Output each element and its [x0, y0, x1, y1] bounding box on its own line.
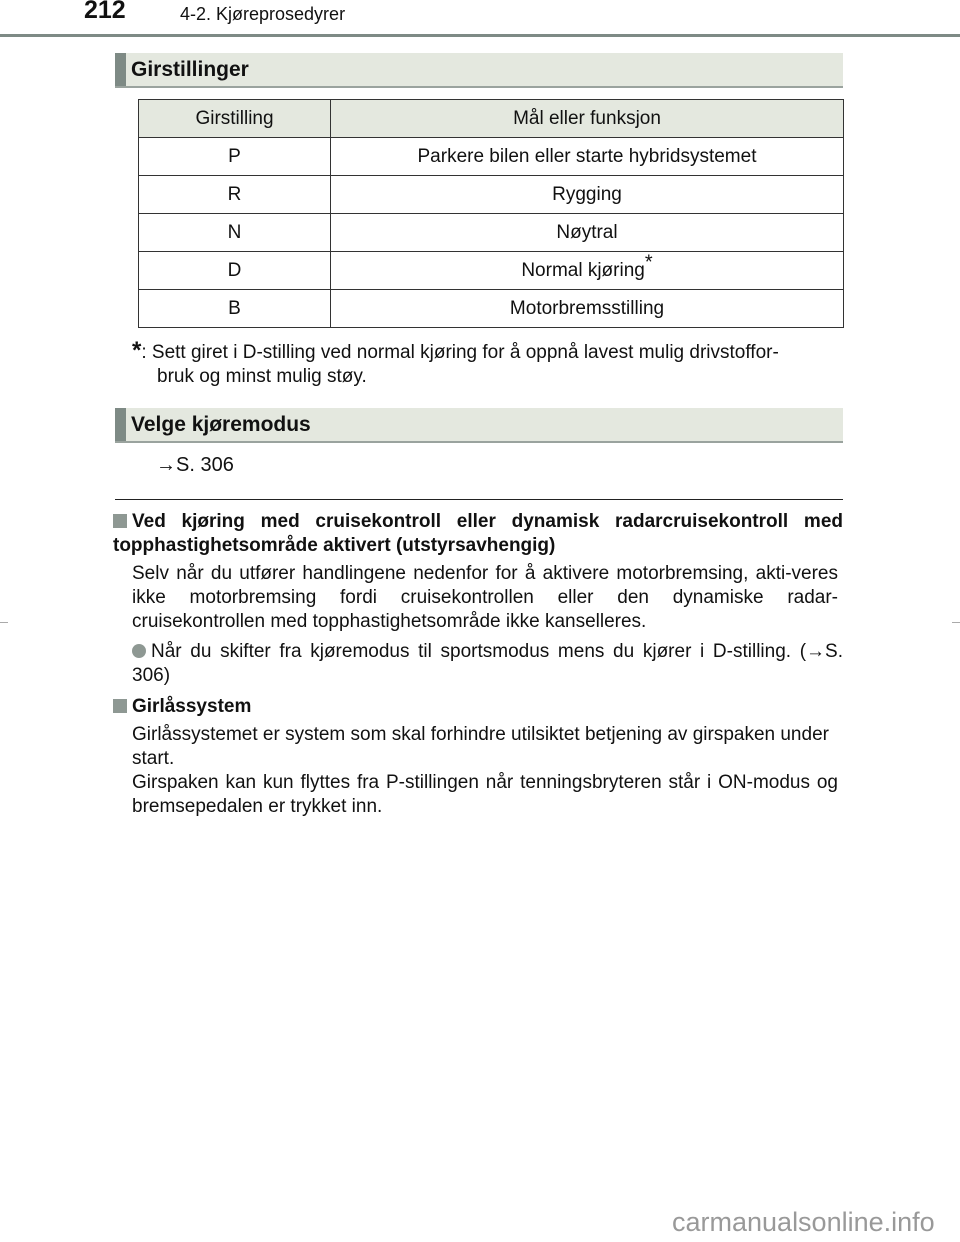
- footnote-mark: *: [132, 337, 142, 364]
- footnote: *: Sett giret i D-stilling ved normal kjøring for å oppnå lavest mulig drivstoffor- bruk og minst mulig støy.: [132, 337, 779, 387]
- table-cell: N: [139, 214, 331, 252]
- table-row: [139, 214, 844, 252]
- note-body: Girlåssystemet er system som skal forhindre utilsiktet betjening av girspaken under start.: [132, 724, 829, 769]
- page-number: 212: [84, 0, 126, 24]
- table-row: [139, 290, 844, 328]
- table-cell: B: [139, 290, 331, 328]
- chapter-title: 4-2. Kjøreprosedyrer: [180, 4, 346, 24]
- column-header: Mål eller funksjon: [331, 100, 844, 138]
- footnote-mark: *: [644, 251, 653, 274]
- gear-table: [138, 99, 844, 328]
- section-title: Girstillinger: [131, 58, 249, 81]
- crop-mark: [952, 622, 960, 623]
- note-heading-text: Girlåssystem: [132, 696, 252, 717]
- table-cell: Nøytral: [331, 214, 844, 252]
- note-body: Girspaken kan kun flyttes fra P-stillingen når tenningsbryteren står i ON-modus og bremsepedalen er trykket inn.: [132, 772, 838, 817]
- note-bullet: [132, 640, 843, 688]
- section-title: Velge kjøremodus: [131, 413, 311, 436]
- bullet-text: Når du skifter fra kjøremodus til sportsmodus mens du kjører i D-stilling. (→S. 306): [132, 641, 843, 686]
- table-cell: R: [139, 176, 331, 214]
- footnote-text: Sett giret i D-stilling ved normal kjøring for å oppnå lavest mulig drivstoffor-: [151, 342, 779, 363]
- header-rule: [0, 34, 960, 37]
- square-bullet-icon: [113, 514, 127, 528]
- table-header-row: [139, 100, 844, 138]
- cell-text: Normal kjøring: [521, 259, 645, 281]
- footnote-text: bruk og minst mulig støy.: [157, 366, 367, 387]
- page-reference-link[interactable]: →S. 306: [156, 454, 234, 476]
- table-cell: D: [139, 252, 331, 290]
- square-bullet-icon: [113, 699, 127, 713]
- note-heading: [113, 510, 843, 558]
- crop-mark: [0, 622, 8, 623]
- table-cell: Motorbremsstilling: [331, 290, 844, 328]
- table-cell: P: [139, 138, 331, 176]
- table-row: [139, 138, 844, 176]
- table-cell: Parkere bilen eller starte hybridsystemet: [331, 138, 844, 176]
- section-header-velge-kjoremodus: [115, 408, 843, 443]
- column-header: Girstilling: [139, 100, 331, 138]
- table-cell: Rygging: [331, 176, 844, 214]
- section-header-girstillinger: [115, 53, 843, 88]
- note-heading-text: Ved kjøring med cruisekontroll eller dynamisk radarcruisekontroll med topphastighetsområde aktivert (utstyrsavhengig): [113, 511, 843, 556]
- table-row: [139, 252, 844, 290]
- table-cell: [331, 252, 844, 290]
- watermark: carmanualsonline.info: [672, 1207, 935, 1237]
- table-row: [139, 176, 844, 214]
- divider: [115, 499, 843, 500]
- note-body: Selv når du utfører handlingene nedenfor for å aktivere motorbremsing, akti-veres ikke motorbremsing fordi cruisekontrollen eller den dynamiske radar-cruisekontrollen med topphastighetsområde ikke kanselleres.: [132, 563, 838, 632]
- section-marker: [115, 53, 126, 86]
- circle-bullet-icon: [132, 644, 146, 658]
- section-marker: [115, 408, 126, 441]
- note-heading: [113, 695, 251, 719]
